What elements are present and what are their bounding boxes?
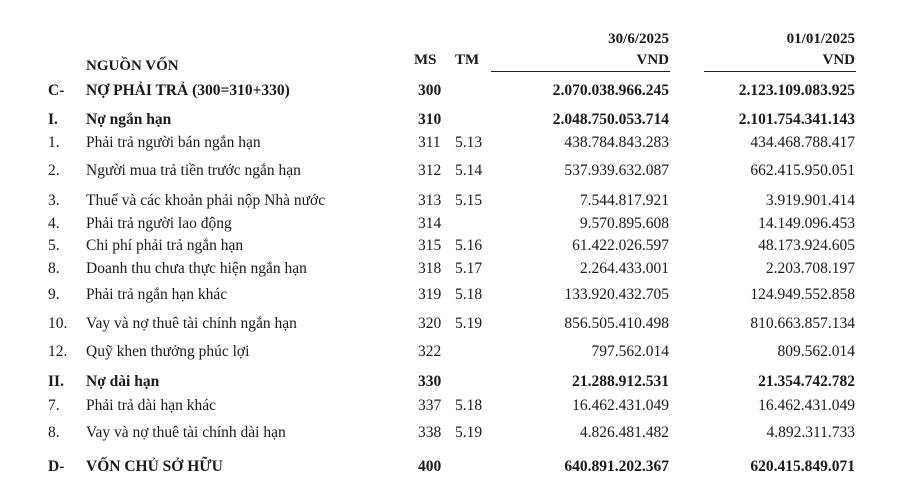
row-label: Phải trả ngắn hạn khác: [86, 286, 228, 303]
row-ms-code: 330: [418, 373, 442, 390]
table-row: [0, 343, 919, 363]
table-row: [0, 424, 919, 444]
row-value-01-01-2025: 620.415.849.071: [750, 458, 855, 475]
row-value-30-6-2025: 2.048.750.053.714: [552, 111, 669, 128]
table-row: [0, 286, 919, 306]
row-ms-code: 320: [418, 315, 442, 332]
row-value-01-01-2025: 14.149.096.453: [758, 215, 855, 232]
row-label: Phải trả dài hạn khác: [86, 397, 216, 414]
row-tm-note: 5.18: [455, 397, 483, 414]
table-row: [0, 237, 919, 257]
row-value-01-01-2025: 2.123.109.083.925: [738, 82, 855, 99]
row-index: 5.: [48, 237, 60, 254]
row-value-30-6-2025: 537.939.632.087: [564, 162, 669, 179]
row-ms-code: 400: [418, 458, 442, 475]
row-value-01-01-2025: 4.892.311.733: [766, 424, 855, 441]
row-label: Nợ dài hạn: [86, 373, 160, 390]
row-value-30-6-2025: 640.891.202.367: [564, 458, 669, 475]
row-label: Chi phí phải trả ngắn hạn: [86, 237, 244, 254]
row-value-30-6-2025: 16.462.431.049: [572, 397, 669, 414]
column-header-ms: MS: [414, 52, 437, 68]
row-value-30-6-2025: 4.826.481.482: [579, 424, 669, 441]
row-label: Vay và nợ thuê tài chính dài hạn: [86, 424, 286, 441]
table-row: [0, 458, 919, 478]
row-value-01-01-2025: 48.173.924.605: [758, 237, 855, 254]
column-header-unit-2: VND: [822, 52, 855, 68]
table-row: [0, 397, 919, 417]
table-row: [0, 215, 919, 235]
row-label: Doanh thu chưa thực hiện ngắn hạn: [86, 260, 307, 277]
row-tm-note: 5.19: [455, 315, 483, 332]
row-value-30-6-2025: 856.505.410.498: [564, 315, 669, 332]
table-row: [0, 373, 919, 393]
row-label: VỐN CHỦ SỞ HỮU: [86, 458, 223, 475]
row-value-30-6-2025: 21.288.912.531: [572, 373, 669, 390]
row-ms-code: 315: [418, 237, 442, 254]
row-ms-code: 338: [418, 424, 442, 441]
row-tm-note: 5.17: [455, 260, 483, 277]
header-underline-2: [704, 71, 856, 72]
row-value-30-6-2025: 61.422.026.597: [572, 237, 669, 254]
row-label: Thuế và các khoản phải nộp Nhà nước: [86, 192, 326, 209]
row-label: Quỹ khen thưởng phúc lợi: [86, 343, 250, 360]
row-value-01-01-2025: 16.462.431.049: [758, 397, 855, 414]
row-index: C-: [48, 82, 65, 99]
row-index: 8.: [48, 260, 60, 277]
row-ms-code: 313: [418, 192, 442, 209]
column-header-unit-1: VND: [636, 52, 669, 68]
row-value-01-01-2025: 809.562.014: [777, 343, 855, 360]
row-ms-code: 300: [418, 82, 442, 99]
header-underline-1: [491, 71, 670, 72]
row-value-01-01-2025: 21.354.742.782: [758, 373, 855, 390]
row-index: 12.: [48, 343, 68, 360]
row-value-01-01-2025: 3.919.901.414: [765, 192, 855, 209]
row-tm-note: 5.18: [455, 286, 483, 303]
row-label: NỢ PHẢI TRẢ (300=310+330): [86, 82, 290, 99]
row-tm-note: 5.15: [455, 192, 483, 209]
row-index: 1.: [48, 134, 60, 151]
row-ms-code: 319: [418, 286, 442, 303]
row-index: 9.: [48, 286, 60, 303]
row-ms-code: 322: [418, 343, 442, 360]
column-header-nguon-von: NGUỒN VỐN: [86, 58, 179, 74]
table-row: [0, 162, 919, 182]
row-label: Vay và nợ thuê tài chính ngắn hạn: [86, 315, 297, 332]
row-value-30-6-2025: 7.544.817.921: [579, 192, 669, 209]
row-value-01-01-2025: 810.663.857.134: [750, 315, 855, 332]
table-row: [0, 192, 919, 212]
row-label: Phải trả người bán ngắn hạn: [86, 134, 261, 151]
row-index: 8.: [48, 424, 60, 441]
row-tm-note: 5.19: [455, 424, 483, 441]
table-row: [0, 134, 919, 154]
row-value-01-01-2025: 2.203.708.197: [765, 260, 855, 277]
row-index: II.: [48, 373, 64, 390]
row-ms-code: 318: [418, 260, 442, 277]
row-index: 7.: [48, 397, 60, 414]
row-tm-note: 5.13: [455, 134, 483, 151]
row-value-30-6-2025: 133.920.432.705: [564, 286, 669, 303]
row-value-01-01-2025: 124.949.552.858: [750, 286, 855, 303]
table-row: [0, 315, 919, 335]
table-row: [0, 111, 919, 131]
row-index: I.: [48, 111, 58, 128]
row-label: Người mua trả tiền trước ngắn hạn: [86, 162, 301, 179]
row-ms-code: 310: [418, 111, 442, 128]
row-value-01-01-2025: 2.101.754.341.143: [738, 111, 855, 128]
row-ms-code: 311: [418, 134, 441, 151]
row-value-30-6-2025: 438.784.843.283: [564, 134, 669, 151]
row-ms-code: 312: [418, 162, 442, 179]
row-tm-note: 5.16: [455, 237, 483, 254]
row-value-30-6-2025: 2.070.038.966.245: [552, 82, 669, 99]
row-tm-note: 5.14: [455, 162, 483, 179]
column-header-date-1: 30/6/2025: [608, 31, 669, 47]
row-index: 3.: [48, 192, 60, 209]
row-label: Phải trả người lao động: [86, 215, 232, 232]
row-index: D-: [48, 458, 65, 475]
row-value-30-6-2025: 2.264.433.001: [579, 260, 669, 277]
row-value-01-01-2025: 662.415.950.051: [750, 162, 855, 179]
row-label: Nợ ngắn hạn: [86, 111, 172, 128]
table-row: [0, 260, 919, 280]
column-header-tm: TM: [455, 52, 480, 68]
row-index: 2.: [48, 162, 60, 179]
row-value-30-6-2025: 9.570.895.608: [579, 215, 669, 232]
row-value-01-01-2025: 434.468.788.417: [750, 134, 855, 151]
row-ms-code: 337: [418, 397, 442, 414]
row-index: 10.: [48, 315, 68, 332]
column-header-date-2: 01/01/2025: [786, 31, 855, 47]
row-index: 4.: [48, 215, 60, 232]
row-ms-code: 314: [418, 215, 442, 232]
row-value-30-6-2025: 797.562.014: [591, 343, 669, 360]
table-row: [0, 82, 919, 102]
